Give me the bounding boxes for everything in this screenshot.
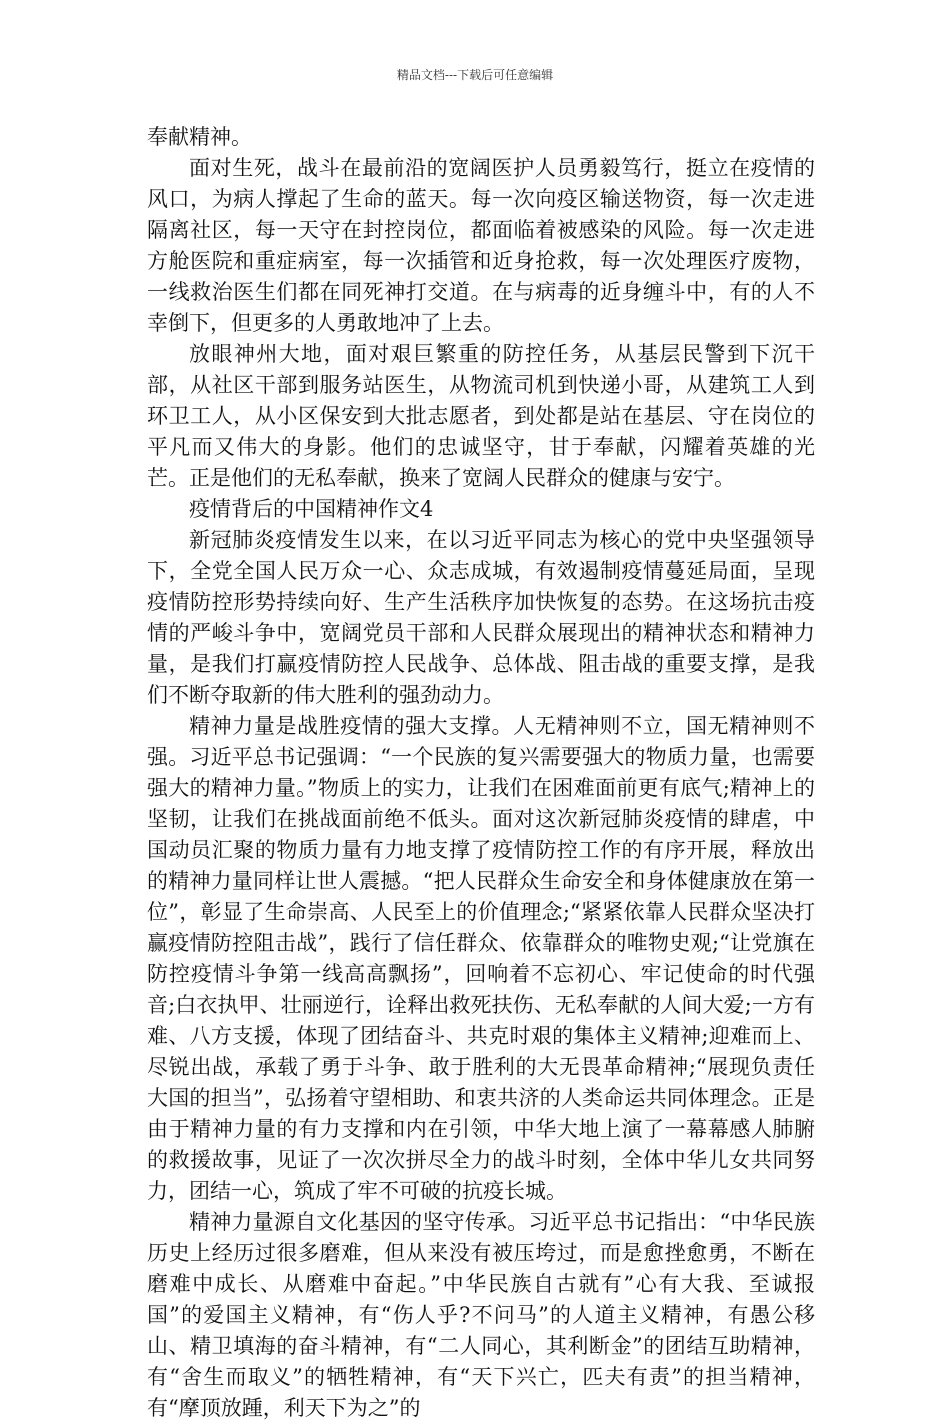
paragraph: 放眼神州大地，面对艰巨繁重的防控任务，从基层民警到下沉干部，从社区干部到服务站医生，从物流司机到快递小哥，从建筑工人到环卫工人，从小区保安到大批志愿者，到处都是站在基层、守在岗位的平凡而又伟大的身影。他们的忠诚坚守，甘于奉献，闪耀着英雄的光芒。正是他们的无私奉献，换来了宽阔人民群众的健康与安宁。 xyxy=(147,342,815,490)
paragraph: 精神力量源自文化基因的坚守传承。习近平总书记指出：“中华民族历史上经历过很多磨难，但从来没有被压垮过，而是愈挫愈勇，不断在磨难中成长、从磨难中奋起。”中华民族自古就有”心有大我、至诚报国”的爱国主义精神，有“伤人乎?不问马”的人道主义精神，有愚公移山、精卫填海的奋斗精神，有“二人同心，其利断金”的团结互助精神，有“舍生而取义”的牺牲精神，有“天下兴亡，匹夫有责”的担当精神，有“摩顶放踵，利天下为之”的 xyxy=(147,1210,815,1420)
paragraph: 精神力量是战胜疫情的强大支撑。人无精神则不立，国无精神则不强。习近平总书记强调：“一个民族的复兴需要强大的物质力量，也需要强大的精神力量。”物质上的实力，让我们在困难面前更有底气;精神上的坚韧，让我们在挑战面前绝不低头。面对这次新冠肺炎疫情的肆虐，中国动员汇聚的物质力量有力地支撑了疫情防控工作的有序开展，释放出的精神力量同样让世人震撼。“把人民群众生命安全和身体健康放在第一位”，彰显了生命崇高、人民至上的价值理念;“紧紧依靠人民群众坚决打赢疫情防控阻击战”，践行了信任群众、依靠群众的唯物史观;“让党旗在防控疫情斗争第一线高高飘扬”，回响着不忘初心、牢记使命的时代强音;白衣执甲、壮丽逆行，诠释出救死扶伤、无私奉献的人间大爱;一方有难、八方支援，体现了团结奋斗、共克时艰的集体主义精神;迎难而上、尽锐出战，承载了勇于斗争、敢于胜利的大无畏革命精神;“展现负责任大国的担当”，弘扬着守望相助、和衷共济的人类命运共同体理念。正是由于精神力量的有力支撑和内在引领，中华大地上演了一幕幕感人肺腑的救援故事，见证了一次次拼尽全力的战斗时刻，全体中华儿女共同努力，团结一心，筑成了牢不可破的抗疫长城。 xyxy=(147,714,815,1203)
page-header: 精品文档---下载后可任意编辑 xyxy=(396,68,554,82)
paragraph: 面对生死，战斗在最前沿的宽阔医护人员勇毅笃行，挺立在疫情的风口，为病人撑起了生命的蓝天。每一次向疫区输送物资，每一次走进隔离社区，每一天守在封控岗位，都面临着被感染的风险。每一次走进方舱医院和重症病室，每一次插管和近身抢救，每一次处理医疗废物，一线救治医生们都在同死神打交道。在与病毒的近身缠斗中，有的人不幸倒下，但更多的人勇敢地冲了上去。 xyxy=(147,156,815,335)
document-body xyxy=(147,122,815,1424)
paragraph: 奉献精神。 xyxy=(147,125,252,149)
paragraph: 新冠肺炎疫情发生以来，在以习近平同志为核心的党中央坚强领导下，全党全国人民万众一心、众志成城，有效遏制疫情蔓延局面，呈现疫情防控形势持续向好、生产生活秩序加快恢复的态势。在这场抗击疫情的严峻斗争中，宽阔党员干部和人民群众展现出的精神状态和精神力量，是我们打赢疫情防控人民战争、总体战、阻击战的重要支撑，是我们不断夺取新的伟大胜利的强劲动力。 xyxy=(147,528,815,707)
section-title: 疫情背后的中国精神作文4 xyxy=(189,497,434,521)
